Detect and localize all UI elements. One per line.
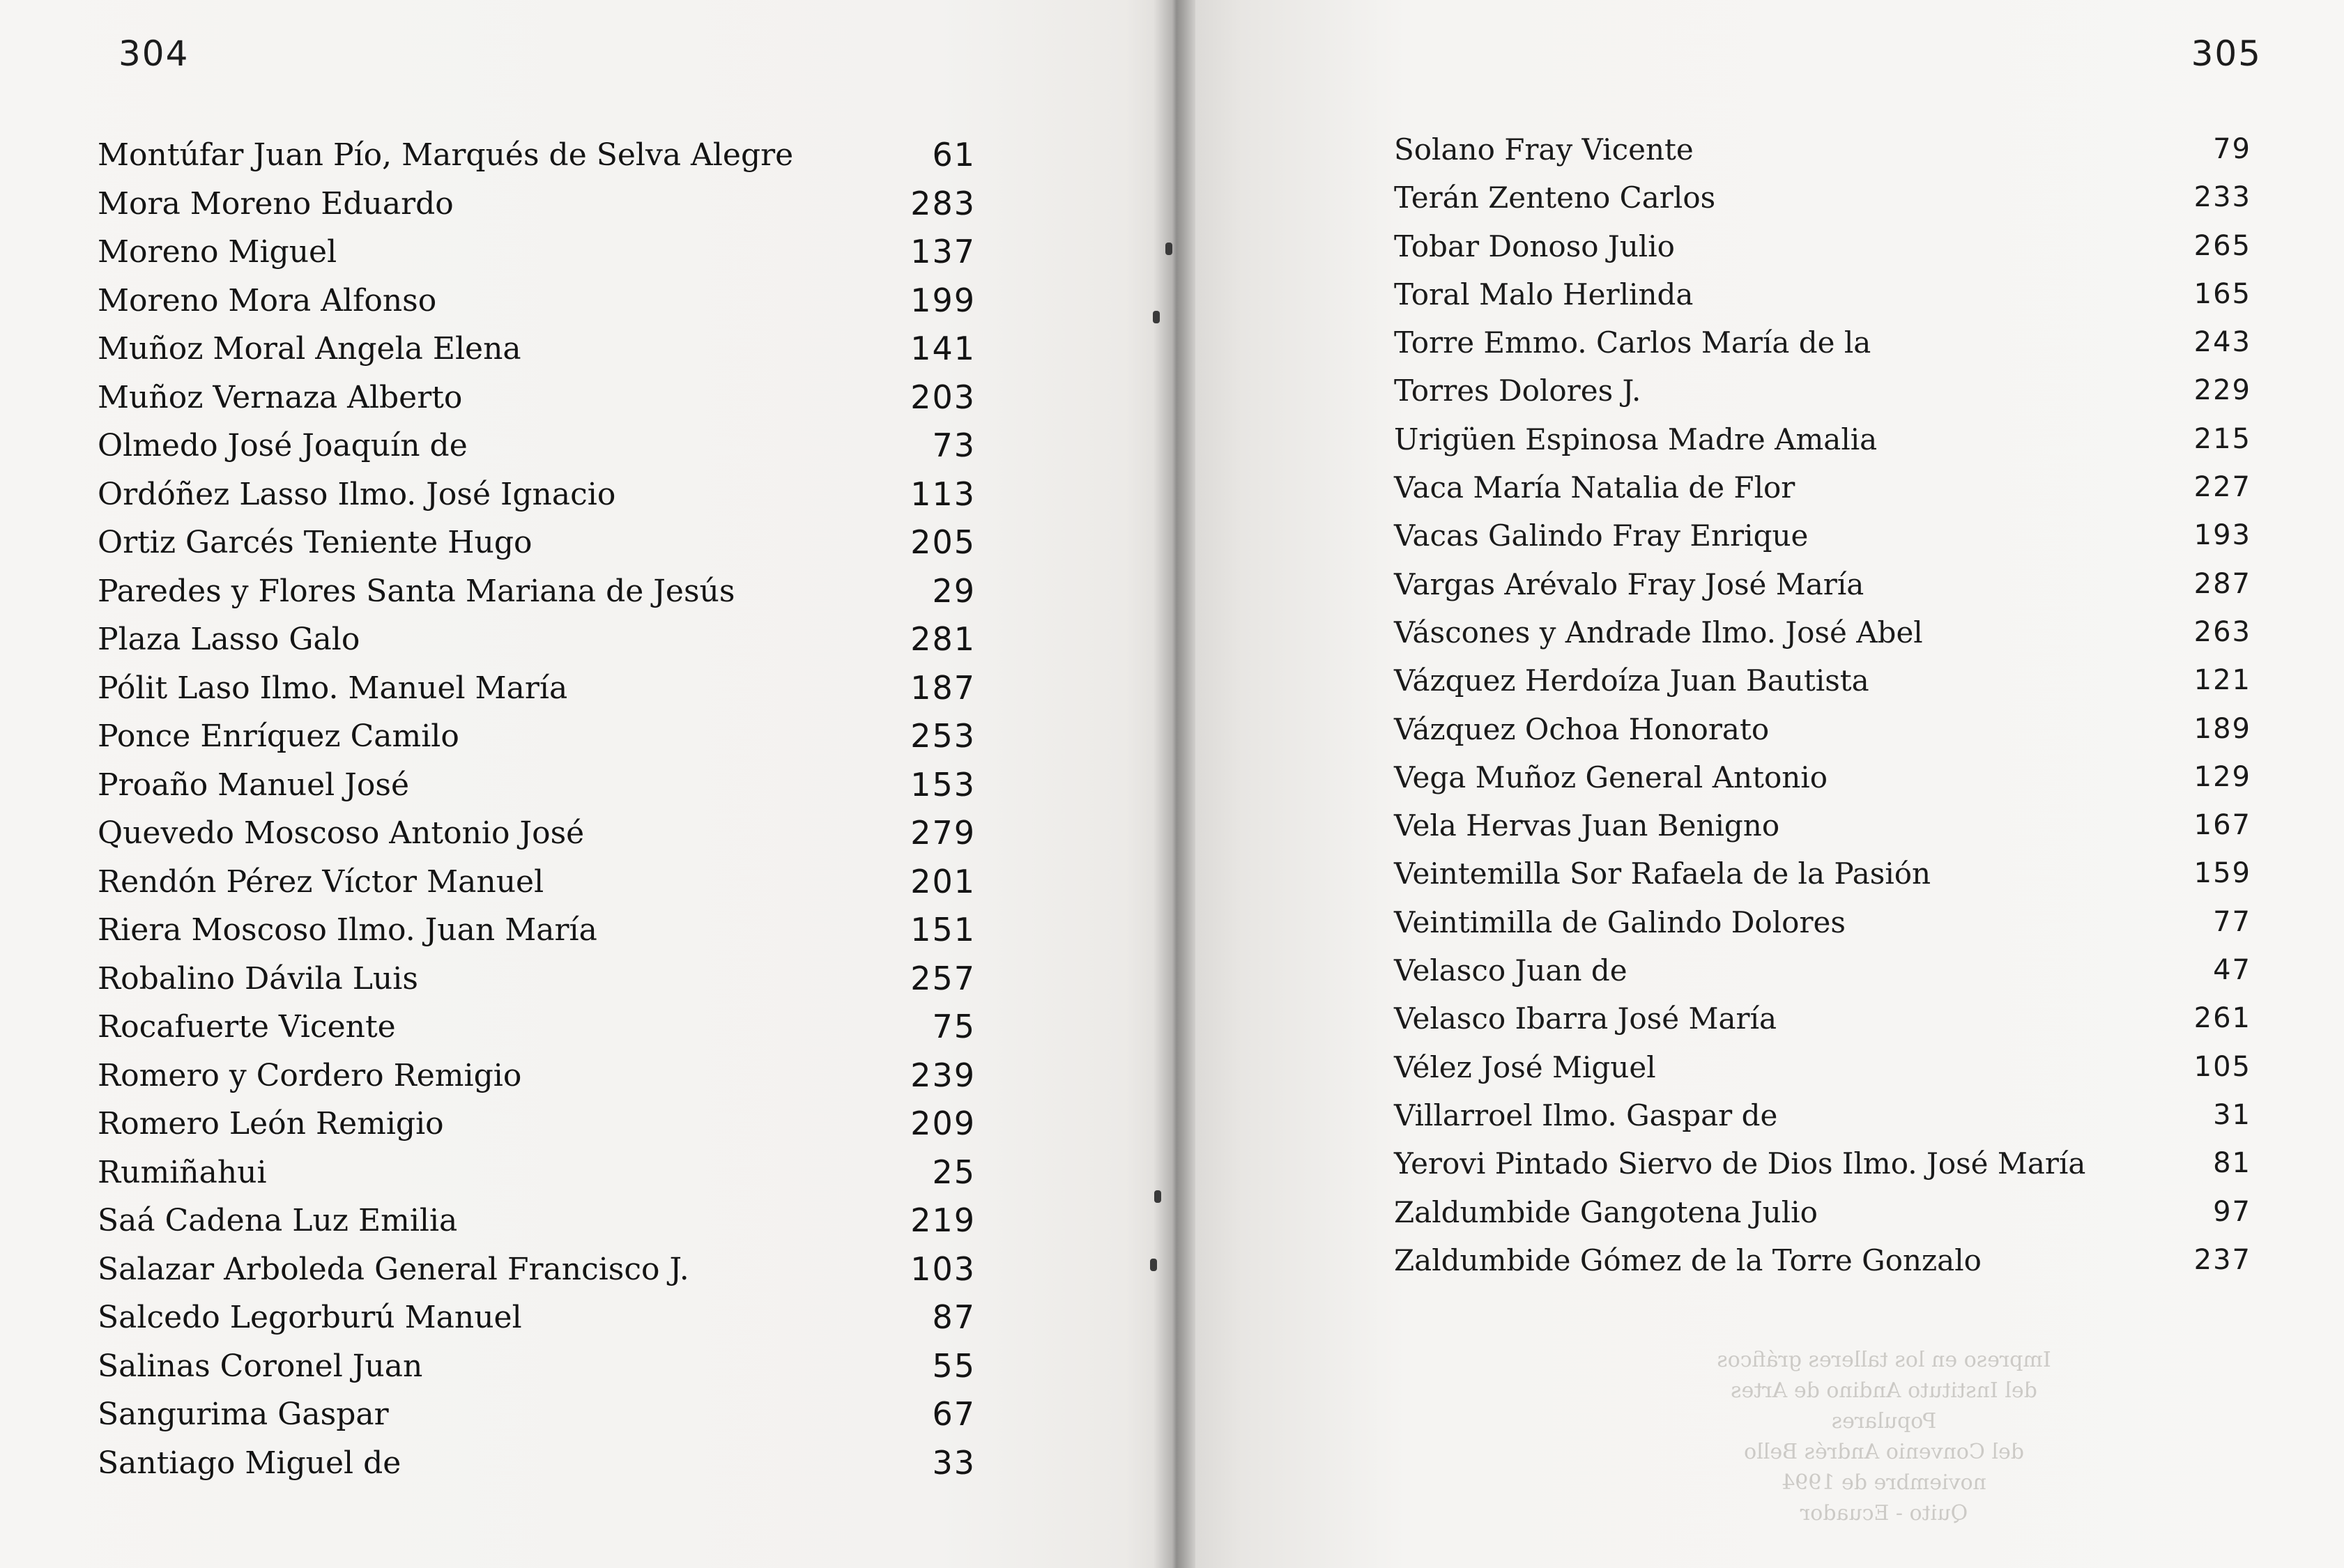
index-entry <box>1394 318 2251 367</box>
entry-name: Veintemilla Sor Rafaela de la Pasión <box>1394 856 1931 891</box>
index-entry <box>1394 898 2251 946</box>
entry-page-number: 165 <box>2193 277 2251 310</box>
entry-name: Vacas Galindo Fray Enrique <box>1394 518 1809 553</box>
entry-page-number: 279 <box>910 814 976 852</box>
entry-page-number: 141 <box>910 330 976 367</box>
entry-name: Veintimilla de Galindo Dolores <box>1394 905 1846 939</box>
entry-name: Vélez José Miguel <box>1394 1050 1656 1084</box>
entry-page-number: 233 <box>2193 181 2251 214</box>
entry-name: Romero León Remigio <box>98 1106 444 1142</box>
page-number: 304 <box>118 33 190 74</box>
entry-name: Vaca María Natalia de Flor <box>1394 470 1795 505</box>
index-entry <box>1394 512 2251 560</box>
index-entry <box>1394 753 2251 801</box>
index-entry <box>98 567 976 616</box>
entry-name: Moreno Mora Alfonso <box>98 282 437 318</box>
index-entry <box>98 518 976 567</box>
entry-page-number: 129 <box>2193 760 2251 793</box>
entry-name: Santiago Miguel de <box>98 1445 401 1481</box>
entry-name: Salinas Coronel Juan <box>98 1348 423 1384</box>
index-list <box>1394 125 2251 1284</box>
entry-page-number: 75 <box>932 1008 976 1045</box>
entry-name: Saá Cadena Luz Emilia <box>98 1203 458 1238</box>
imprint-line: Quito - Ecuador <box>1800 1501 1968 1525</box>
entry-name: Velasco Juan de <box>1394 953 1627 988</box>
entry-name: Pólit Laso Ilmo. Manuel María <box>98 670 568 706</box>
entry-page-number: 215 <box>2193 422 2251 455</box>
index-entry <box>1394 1043 2251 1091</box>
index-list <box>98 131 976 1487</box>
entry-page-number: 25 <box>932 1153 976 1191</box>
entry-page-number: 31 <box>2213 1098 2251 1131</box>
index-entry <box>98 615 976 664</box>
entry-name: Romero y Cordero Remigio <box>98 1057 522 1093</box>
entry-page-number: 77 <box>2213 905 2251 938</box>
entry-page-number: 81 <box>2213 1147 2251 1180</box>
entry-name: Muñoz Moral Angela Elena <box>98 331 521 367</box>
entry-name: Vázquez Ochoa Honorato <box>1394 712 1770 746</box>
index-entry <box>98 761 976 810</box>
imprint-line: Impreso en los talleres gráficos <box>1717 1348 2051 1372</box>
entry-name: Váscones y Andrade Ilmo. José Abel <box>1394 615 1923 650</box>
index-entry <box>1394 608 2251 656</box>
index-entry <box>1394 705 2251 753</box>
index-entry <box>98 1342 976 1391</box>
index-entry <box>98 1245 976 1294</box>
index-entry <box>1394 1139 2251 1187</box>
entry-page-number: 33 <box>932 1443 976 1482</box>
entry-name: Quevedo Moscoso Antonio José <box>98 815 585 851</box>
entry-page-number: 159 <box>2193 857 2251 890</box>
entry-page-number: 105 <box>2193 1050 2251 1083</box>
index-entry <box>1394 994 2251 1043</box>
index-entry <box>1394 801 2251 850</box>
index-entry <box>98 712 976 761</box>
entry-name: Salcedo Legorburú Manuel <box>98 1300 522 1335</box>
entry-page-number: 237 <box>2193 1243 2251 1276</box>
index-entry <box>98 422 976 470</box>
entry-page-number: 261 <box>2193 1002 2251 1035</box>
page-number: 305 <box>2191 33 2262 74</box>
index-entry <box>98 1052 976 1100</box>
entry-name: Ortiz Garcés Teniente Hugo <box>98 525 533 560</box>
entry-name: Urigüen Espinosa Madre Amalia <box>1394 422 1878 456</box>
entry-page-number: 253 <box>910 717 976 755</box>
entry-page-number: 199 <box>910 281 976 319</box>
entry-page-number: 193 <box>2193 519 2251 552</box>
entry-page-number: 265 <box>2193 229 2251 262</box>
index-entry <box>1394 1236 2251 1284</box>
printer-imprint-bleedthrough <box>1703 1345 2065 1529</box>
binding-staple <box>1153 311 1160 323</box>
entry-name: Terán Zenteno Carlos <box>1394 180 1716 215</box>
right-page <box>1178 0 2344 1568</box>
index-entry <box>98 1390 976 1439</box>
entry-page-number: 283 <box>910 184 976 222</box>
entry-name: Plaza Lasso Galo <box>98 622 360 657</box>
index-entry <box>1394 222 2251 270</box>
entry-name: Solano Fray Vicente <box>1394 132 1694 167</box>
index-entry <box>98 955 976 1004</box>
entry-name: Ordóñez Lasso Ilmo. José Ignacio <box>98 476 616 512</box>
entry-page-number: 263 <box>2193 615 2251 648</box>
entry-name: Mora Moreno Eduardo <box>98 185 454 222</box>
index-entry <box>98 1148 976 1197</box>
index-entry <box>1394 1188 2251 1236</box>
entry-page-number: 239 <box>910 1056 976 1094</box>
entry-name: Rendón Pérez Víctor Manuel <box>98 863 544 900</box>
entry-name: Vega Muñoz General Antonio <box>1394 760 1828 794</box>
entry-page-number: 287 <box>2193 567 2251 600</box>
entry-name: Muñoz Vernaza Alberto <box>98 379 463 415</box>
entry-name: Ponce Enríquez Camilo <box>98 718 459 754</box>
entry-page-number: 73 <box>932 426 976 464</box>
entry-name: Salazar Arboleda General Francisco J. <box>98 1251 689 1287</box>
entry-page-number: 229 <box>2193 374 2251 407</box>
entry-name: Sangurima Gaspar <box>98 1397 389 1432</box>
entry-page-number: 167 <box>2193 809 2251 842</box>
index-entry <box>98 325 976 374</box>
entry-page-number: 55 <box>932 1346 976 1385</box>
index-entry <box>98 1293 976 1342</box>
entry-name: Velasco Ibarra José María <box>1394 1001 1777 1036</box>
left-page <box>0 0 1157 1568</box>
entry-page-number: 103 <box>910 1250 976 1288</box>
index-entry <box>98 180 976 229</box>
index-entry <box>98 228 976 277</box>
entry-name: Zaldumbide Gómez de la Torre Gonzalo <box>1394 1243 1982 1277</box>
entry-name: Riera Moscoso Ilmo. Juan María <box>98 912 597 948</box>
entry-name: Rocafuerte Vicente <box>98 1009 396 1045</box>
index-entry <box>98 906 976 955</box>
index-entry <box>1394 415 2251 463</box>
entry-name: Proaño Manuel José <box>98 767 409 803</box>
index-entry <box>98 470 976 519</box>
entry-page-number: 189 <box>2193 712 2251 745</box>
entry-page-number: 205 <box>910 523 976 561</box>
index-entry <box>98 1439 976 1488</box>
entry-name: Toral Malo Herlinda <box>1394 277 1694 312</box>
entry-name: Vargas Arévalo Fray José María <box>1394 567 1864 601</box>
index-entry <box>98 809 976 858</box>
entry-name: Moreno Miguel <box>98 234 337 270</box>
entry-name: Vela Hervas Juan Benigno <box>1394 808 1780 843</box>
index-entry <box>98 1003 976 1052</box>
entry-name: Yerovi Pintado Siervo de Dios Ilmo. José María <box>1394 1146 2086 1181</box>
imprint-line: del Convenio Andrés Bello <box>1744 1440 2024 1464</box>
entry-page-number: 153 <box>910 765 976 804</box>
entry-page-number: 243 <box>2193 326 2251 359</box>
entry-page-number: 97 <box>2213 1195 2251 1228</box>
index-entry <box>1394 850 2251 898</box>
entry-name: Tobar Donoso Julio <box>1394 229 1675 263</box>
entry-page-number: 201 <box>910 862 976 900</box>
index-entry <box>1394 463 2251 512</box>
entry-page-number: 187 <box>910 668 976 707</box>
entry-page-number: 209 <box>910 1105 976 1142</box>
entry-page-number: 121 <box>2193 664 2251 697</box>
entry-page-number: 67 <box>932 1395 976 1433</box>
index-entry <box>98 374 976 422</box>
index-entry <box>1394 560 2251 608</box>
entry-name: Paredes y Flores Santa Mariana de Jesús <box>98 573 735 609</box>
entry-page-number: 87 <box>932 1298 976 1336</box>
imprint-line: del Instituto Andino de Artes Populares <box>1731 1378 2037 1434</box>
entry-page-number: 281 <box>910 620 976 658</box>
entry-page-number: 219 <box>910 1201 976 1239</box>
index-entry <box>1394 270 2251 318</box>
binding-staple <box>1165 243 1172 255</box>
index-entry <box>98 1100 976 1148</box>
entry-page-number: 227 <box>2193 471 2251 504</box>
entry-name: Vázquez Herdoíza Juan Bautista <box>1394 663 1869 698</box>
index-entry <box>1394 946 2251 994</box>
entry-name: Zaldumbide Gangotena Julio <box>1394 1194 1818 1229</box>
entry-name: Torre Emmo. Carlos María de la <box>1394 325 1871 360</box>
index-entry <box>98 858 976 907</box>
entry-page-number: 203 <box>910 378 976 416</box>
index-entry <box>98 277 976 325</box>
index-entry <box>1394 656 2251 705</box>
entry-page-number: 137 <box>910 233 976 270</box>
index-entry <box>1394 174 2251 222</box>
entry-page-number: 29 <box>932 571 976 610</box>
entry-page-number: 79 <box>2213 133 2251 165</box>
entry-name: Rumiñahui <box>98 1154 267 1190</box>
entry-name: Olmedo José Joaquín de <box>98 428 468 463</box>
index-entry <box>1394 125 2251 174</box>
entry-name: Montúfar Juan Pío, Marqués de Selva Alegre <box>98 137 794 173</box>
index-entry <box>98 664 976 713</box>
binding-staple <box>1150 1259 1157 1271</box>
index-entry <box>1394 367 2251 415</box>
index-entry <box>98 1197 976 1245</box>
entry-name: Torres Dolores J. <box>1394 374 1641 408</box>
entry-page-number: 61 <box>932 136 976 174</box>
entry-page-number: 151 <box>910 911 976 948</box>
entry-name: Robalino Dávila Luis <box>98 960 418 997</box>
entry-page-number: 257 <box>910 959 976 997</box>
entry-page-number: 113 <box>910 475 976 513</box>
binding-staple <box>1154 1190 1161 1203</box>
entry-name: Villarroel Ilmo. Gaspar de <box>1394 1098 1778 1132</box>
imprint-line: noviembre de 1994 <box>1782 1470 1986 1495</box>
entry-page-number: 47 <box>2213 954 2251 987</box>
index-entry <box>98 131 976 180</box>
index-entry <box>1394 1091 2251 1139</box>
